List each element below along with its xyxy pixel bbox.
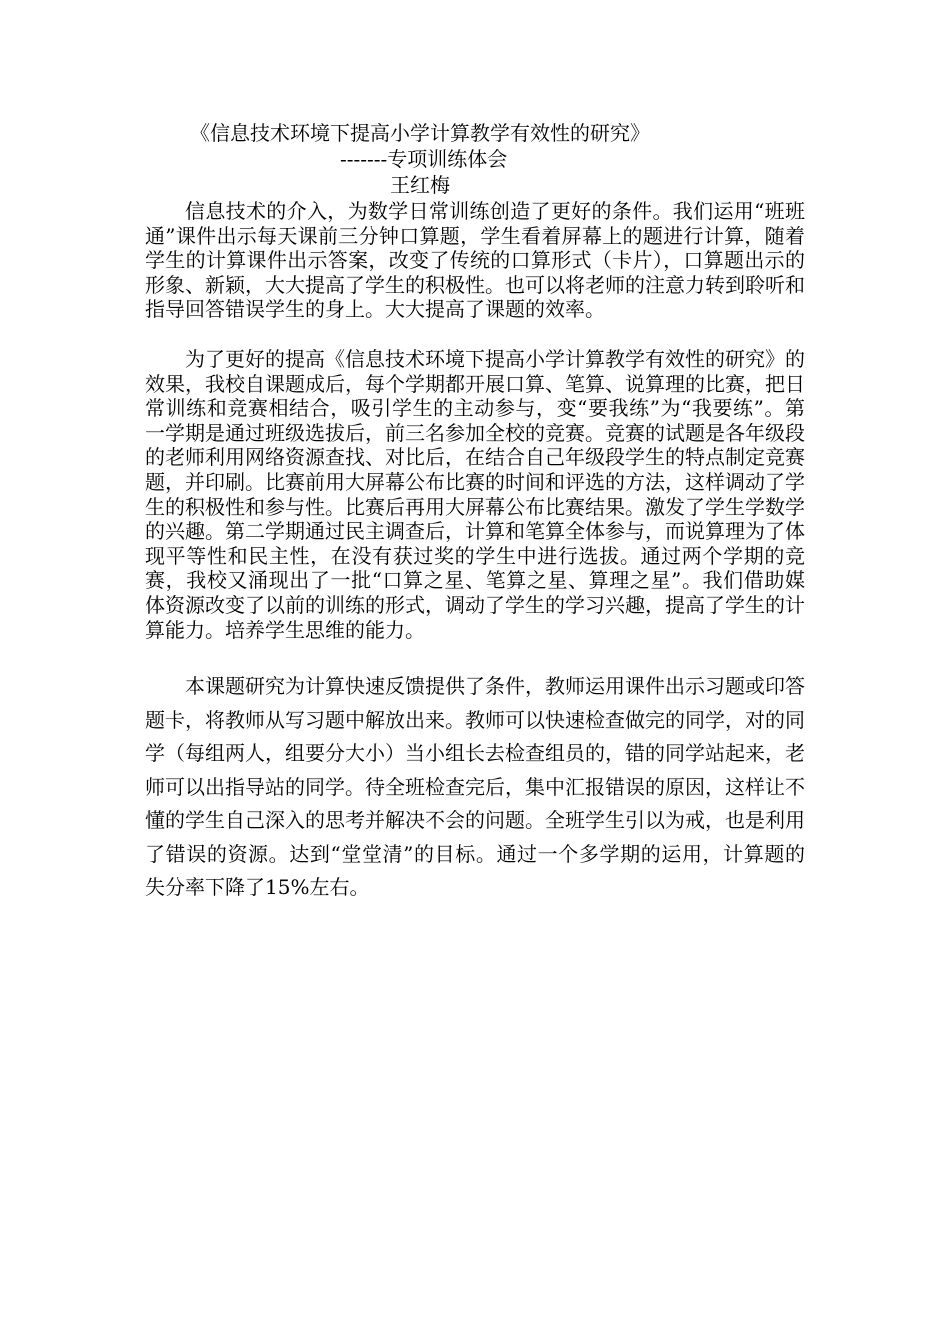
document-author: 王红梅 <box>390 173 450 197</box>
paragraph-1: 信息技术的介入，为数学日常训练创造了更好的条件。我们运用“班班通”课件出示每天课前三分钟口算题，学生看着屏幕上的题进行计算，随着学生的计算课件出示答案，改变了传统的口算形式（卡片），口算题出示的形象、新颖，大大提高了学生的积极性。也可以将老师的注意力转到聆听和指导回答错误学生的身上。大大提高了课题的效率。 <box>145 199 805 322</box>
document-subtitle: -------专项训练体会 <box>340 147 508 171</box>
document-title: 《信息技术环境下提高小学计算教学有效性的研究》 <box>190 121 650 145</box>
paragraph-2: 为了更好的提高《信息技术环境下提高小学计算教学有效性的研究》的效果，我校自课题成后，每个学期都开展口算、笔算、说算理的比赛，把日常训练和竞赛相结合，吸引学生的主动参与，变“要我练”为“我要练”。第一学期是通过班级选拔后，前三名参加全校的竞赛。竞赛的试题是各年级段的老师利用网络资源查找、对比后，在结合自己年级段学生的特点制定竞赛题，并印刷。比赛前用大屏幕公布比赛的时间和评选的方法，这样调动了学生的积极性和参与性。比赛后再用大屏幕公布比赛结果。激发了学生学数学的兴趣。第二学期通过民主调查后，计算和笔算全体参与，而说算理为了体现平等性和民主性，在没有获过奖的学生中进行选拔。通过两个学期的竞赛，我校又涌现出了一批“口算之星、笔算之星、算理之星”。我们借助媒体资源改变了以前的训练的形式，调动了学生的学习兴趣，提高了学生的计算能力。培养学生思维的能力。 <box>145 347 805 642</box>
paragraph-3: 本课题研究为计算快速反馈提供了条件，教师运用课件出示习题或印答题卡，将教师从写习题中解放出来。教师可以快速检查做完的同学，对的同学（每组两人，组要分大小）当小组长去检查组员的，错的同学站起来，老师可以出指导站的同学。待全班检查完后，集中汇报错误的原因，这样让不懂的学生自己深入的思考并解决不会的问题。全班学生引以为戒，也是利用了错误的资源。达到“堂堂清”的目标。通过一个多学期的运用，计算题的失分率下降了15%左右。 <box>145 674 805 899</box>
